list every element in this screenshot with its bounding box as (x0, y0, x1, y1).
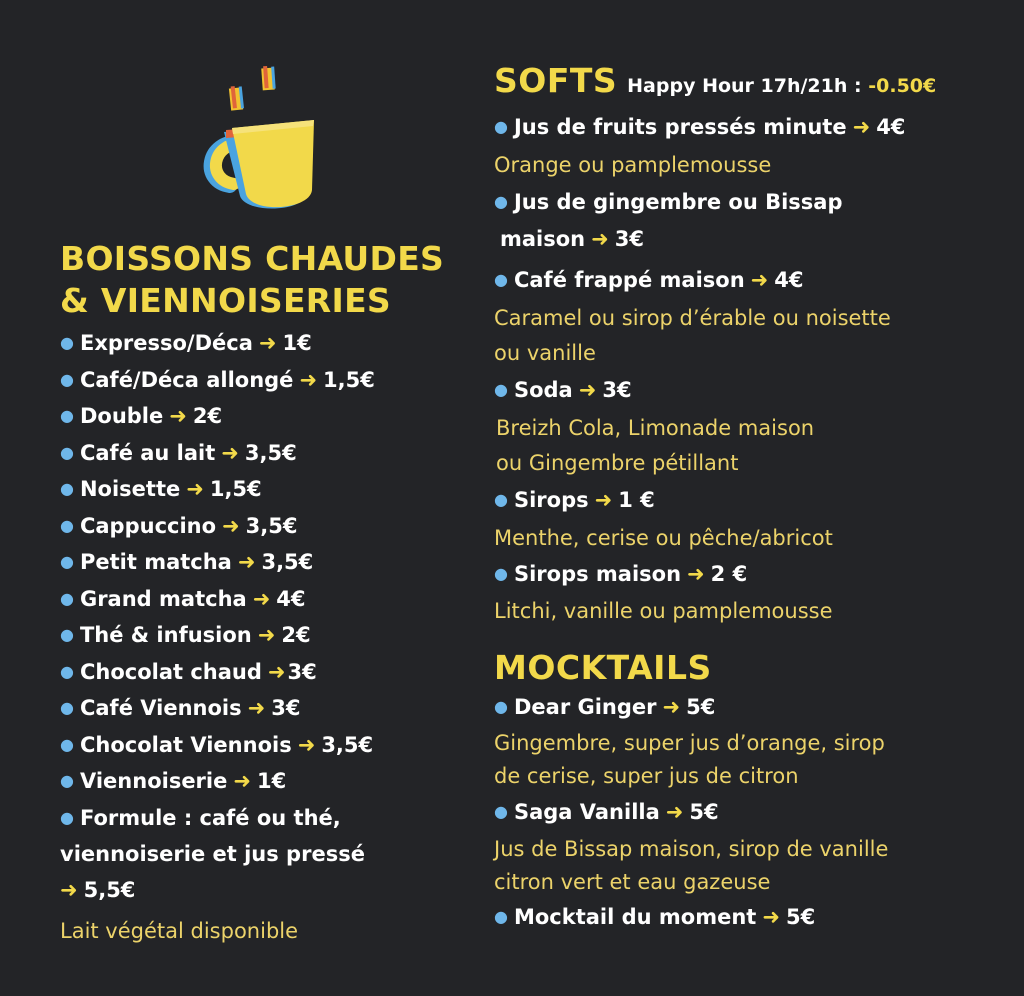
arrow-icon: ➜ (247, 696, 266, 720)
bullet-icon: ● (60, 442, 74, 462)
arrow-icon: ➜ (299, 367, 318, 392)
bullet-icon: ● (60, 369, 74, 389)
menu-item: ● Café Viennois ➜ 3€ (60, 696, 301, 720)
menu-item: ● Soda ➜ 3€ (494, 378, 632, 402)
item-description: Jus de Bissap maison, sirop de vanille (494, 837, 889, 861)
item-description: ou Gingembre pétillant (496, 451, 739, 475)
menu-item: ● Double ➜ 2€ (60, 404, 223, 428)
menu-item: ● Café/Déca allongé ➜ 1,5€ (60, 367, 375, 392)
mocktails-title: MOCKTAILS (494, 648, 712, 687)
menu-item: ● Cappuccino ➜ 3,5€ (60, 513, 298, 538)
hot-drinks-section (60, 238, 480, 949)
menu-item: ● Petit matcha ➜ 3,5€ (60, 550, 314, 574)
menu-item: ● Noisette ➜ 1,5€ (60, 477, 262, 501)
bullet-icon: ● (60, 406, 74, 425)
item-description: Caramel ou sirop d’érable ou noisette (494, 306, 891, 330)
menu-item: ● Expresso/Déca ➜ 1€ (60, 331, 312, 355)
arrow-icon: ➜ (852, 115, 871, 139)
bullet-icon: ● (494, 117, 508, 136)
item-description: Litchi, vanille ou pamplemousse (494, 599, 833, 623)
menu-item: ● Sirops maison ➜ 2 € (494, 562, 748, 586)
item-description: Menthe, cerise ou pêche/abricot (494, 526, 833, 550)
softs-title: SOFTS (494, 61, 618, 100)
arrow-icon: ➜ (762, 905, 780, 929)
menu-item: ● Saga Vanilla ➜ 5€ (494, 800, 719, 824)
item-description: Orange ou pamplemousse (494, 153, 772, 177)
arrow-icon: ➜ (258, 331, 277, 355)
bullet-icon: ● (494, 380, 508, 399)
arrow-icon: ➜ (257, 623, 276, 647)
arrow-icon: ➜ (222, 513, 240, 538)
menu-item: ● Thé & infusion ➜ 2€ (60, 623, 311, 647)
bullet-icon: ● (60, 661, 74, 681)
hot-drinks-title-line1: BOISSONS CHAUDES (60, 239, 445, 278)
item-description: Gingembre, super jus d’orange, sirop (494, 731, 885, 755)
arrow-icon: ➜ (237, 550, 256, 574)
bullet-icon: ● (60, 515, 74, 535)
bullet-icon: ● (60, 698, 74, 717)
arrow-icon: ➜ (252, 586, 271, 611)
bullet-icon: ● (494, 907, 508, 926)
arrow-icon: ➜ (60, 877, 78, 902)
menu-item-cont: maison ➜ 3€ (500, 227, 644, 251)
arrow-icon: ➜ (169, 404, 187, 428)
arrow-icon: ➜ (594, 488, 613, 512)
happy-hour: Happy Hour 17h/21h : -0.50€ (627, 75, 937, 97)
bullet-icon: ● (60, 588, 74, 608)
steam-icon (229, 66, 276, 111)
bullet-icon: ● (60, 625, 74, 644)
bullet-icon: ● (60, 479, 74, 498)
item-description: ou vanille (494, 341, 596, 365)
softs-section (494, 60, 994, 937)
arrow-icon: ➜ (186, 477, 204, 501)
menu-item: ● Dear Ginger ➜ 5€ (494, 695, 716, 719)
arrow-icon: ➜ (578, 378, 597, 402)
bullet-icon: ● (494, 270, 508, 289)
arrow-icon: ➜ (665, 800, 684, 824)
bullet-icon: ● (494, 490, 508, 509)
bullet-icon: ● (494, 564, 508, 583)
bullet-icon: ● (60, 771, 74, 790)
coffee-cup-icon (196, 62, 326, 222)
bullet-icon: ● (60, 734, 74, 754)
menu-item: ● Café au lait ➜ 3,5€ (60, 440, 297, 465)
arrow-icon: ➜ (662, 695, 681, 719)
menu-item: ● Grand matcha ➜ 4€ (60, 586, 306, 611)
menu-item: ● Chocolat Viennois ➜ 3,5€ (60, 732, 374, 757)
arrow-icon: ➜ (591, 227, 609, 251)
bullet-icon: ● (494, 802, 508, 821)
arrow-icon: ➜ (687, 562, 705, 586)
item-description: de cerise, super jus de citron (494, 764, 799, 788)
menu-item: ● Jus de gingembre ou Bissap (494, 190, 843, 214)
menu-item: ● Sirops ➜ 1 € (494, 488, 655, 512)
formule-item: ● Formule : café ou thé, viennoiserie et jus pressé ➜ 5,5€ (60, 805, 365, 902)
arrow-icon: ➜ (221, 440, 239, 465)
bullet-icon: ● (60, 807, 74, 827)
bullet-icon: ● (60, 333, 74, 352)
bullet-icon: ● (494, 697, 508, 716)
arrow-icon: ➜ (750, 268, 769, 292)
arrow-icon: ➜ (267, 659, 286, 684)
bullet-icon: ● (60, 552, 74, 571)
bullet-icon: ● (494, 192, 508, 211)
item-description: citron vert et eau gazeuse (494, 870, 771, 894)
menu-item: ● Chocolat chaud ➜3€ (60, 659, 317, 684)
arrow-icon: ➜ (297, 732, 316, 757)
item-description: Breizh Cola, Limonade maison (496, 416, 815, 440)
arrow-icon: ➜ (233, 769, 251, 793)
menu-item: ● Mocktail du moment ➜ 5€ (494, 905, 816, 929)
menu-item: ● Viennoiserie ➜ 1€ (60, 769, 287, 793)
hot-drinks-title-line2: & VIENNOISERIES (60, 281, 392, 320)
menu-item: ● Café frappé maison ➜ 4€ (494, 268, 804, 292)
plant-milk-note: Lait végétal disponible (60, 919, 299, 943)
menu-item: ● Jus de fruits pressés minute ➜ 4€ (494, 115, 906, 139)
